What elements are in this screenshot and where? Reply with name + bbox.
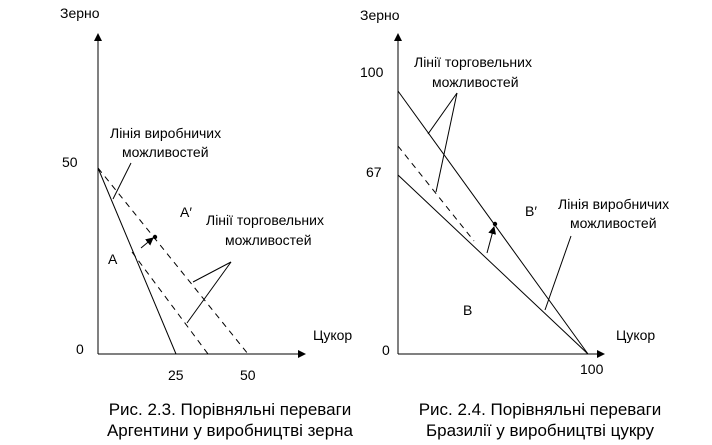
brazil-diagram <box>360 7 673 377</box>
caption-left <box>80 399 380 441</box>
right-y-axis-label: Зерно <box>360 7 400 23</box>
left-y-tick-50: 50 <box>62 154 78 170</box>
left-y-axis-label: Зерно <box>60 5 100 21</box>
argentina-diagram <box>60 5 352 383</box>
caption-right <box>390 399 690 441</box>
left-point-a-prime-dot <box>153 235 157 239</box>
right-y-tick-67: 67 <box>366 164 382 180</box>
left-trade-lines-label-line-1: Лінії торговельних <box>206 212 324 228</box>
right-x-tick-100: 100 <box>580 361 604 377</box>
right-point-b-prime: B′ <box>525 203 537 219</box>
left-shift-arrow <box>141 238 153 248</box>
left-origin-label: 0 <box>76 341 84 357</box>
right-trade-line-dashed <box>398 146 474 241</box>
right-x-axis-label: Цукор <box>616 327 656 343</box>
left-production-line-label-line-1: Лінія виробничих <box>110 125 222 141</box>
right-shift-arrow <box>487 227 494 253</box>
caption-left-line-1: Рис. 2.3. Порівняльні переваги <box>108 400 352 419</box>
right-trade-lines-label-line-1: Лінії торговельних <box>414 54 532 70</box>
left-trade-lines-label-line-2: можливостей <box>225 232 312 248</box>
left-trade-lines-pointer-1 <box>193 262 231 282</box>
caption-right-line-1: Рис. 2.4. Порівняльні переваги <box>418 400 662 419</box>
right-production-line-pointer <box>545 236 571 310</box>
left-x-axis-label: Цукор <box>313 327 353 343</box>
right-trade-line-solid <box>398 91 588 354</box>
left-x-tick-50: 50 <box>240 367 256 383</box>
left-trade-lines-pointer-2 <box>187 262 231 323</box>
right-trade-lines-label <box>414 54 536 90</box>
left-x-tick-25: 25 <box>168 367 184 383</box>
caption-left-line-2: Аргентини у виробництві зерна <box>106 421 354 440</box>
right-production-line-label-line-1: Лінія виробничих <box>558 196 670 212</box>
right-point-b: B <box>463 302 473 318</box>
right-production-line-label <box>558 196 673 231</box>
left-production-line-pointer <box>113 163 131 199</box>
left-point-a: A <box>108 251 118 267</box>
right-point-b-prime-dot <box>493 222 497 226</box>
left-production-line-label <box>110 125 225 160</box>
right-trade-lines-label-line-2: можливостей <box>432 74 519 90</box>
caption-right-line-2: Бразилії у виробництві цукру <box>425 421 655 440</box>
right-y-tick-100: 100 <box>360 64 384 80</box>
right-origin-label: 0 <box>382 342 390 358</box>
left-point-a-prime: A′ <box>180 204 192 220</box>
left-trade-lines-label <box>206 212 328 248</box>
right-production-line-label-line-2: можливостей <box>570 215 657 231</box>
left-production-line-label-line-2: можливостей <box>122 144 209 160</box>
left-trade-line-2 <box>98 168 248 354</box>
